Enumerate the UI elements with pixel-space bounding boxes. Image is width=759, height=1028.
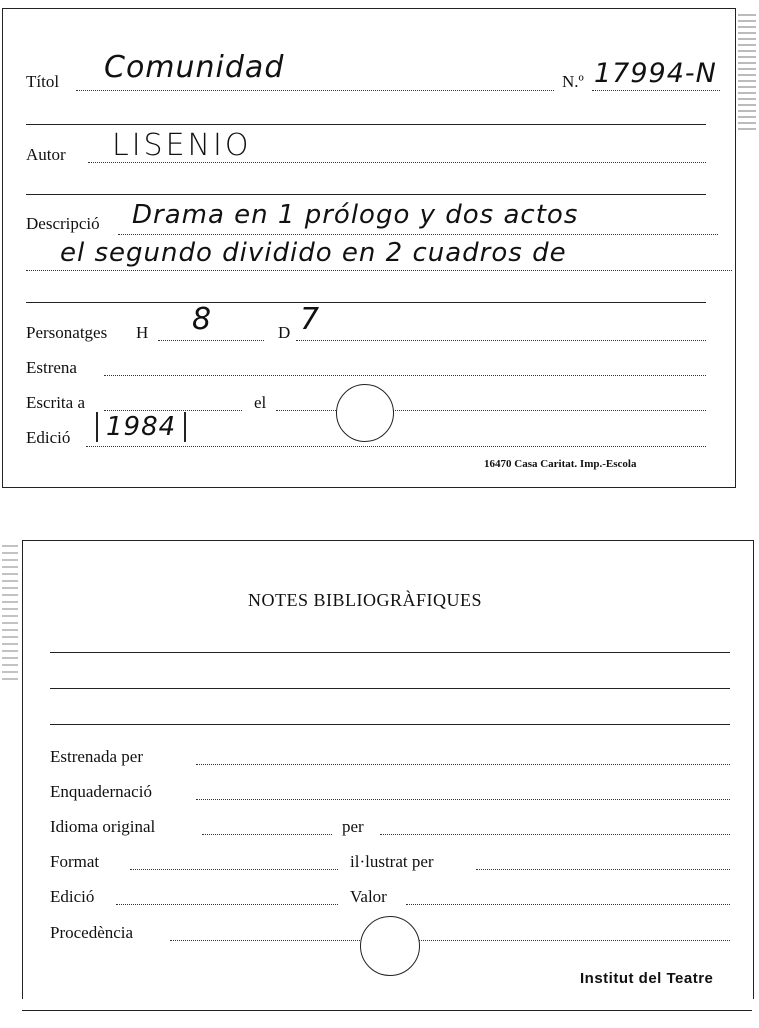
personatges-h-line bbox=[158, 340, 264, 341]
printer-imprint: 16470 Casa Caritat. Imp.-Escola bbox=[484, 458, 637, 470]
rule-line bbox=[26, 302, 706, 303]
format-line bbox=[130, 869, 338, 870]
illustrat-per-line bbox=[476, 869, 730, 870]
descripcio-label: Descripció bbox=[26, 214, 100, 233]
procedencia-line bbox=[170, 940, 730, 941]
idioma-original-line bbox=[202, 834, 332, 835]
card-back-bottom-edge bbox=[22, 1010, 752, 1011]
notes-heading: NOTES BIBLIOGRÀFIQUES bbox=[248, 590, 483, 610]
estrenada-per-line bbox=[196, 764, 730, 765]
notes-rule bbox=[50, 724, 730, 725]
per-line bbox=[380, 834, 730, 835]
number-line bbox=[592, 90, 720, 91]
back-edicio-line bbox=[116, 904, 338, 905]
punch-hole bbox=[360, 916, 420, 976]
personatges-h-label: H bbox=[136, 323, 149, 342]
titol-line bbox=[76, 90, 554, 91]
escrita-label: Escrita a bbox=[26, 393, 85, 412]
autor-label: Autor bbox=[26, 145, 66, 164]
enquadernacio-line bbox=[196, 799, 730, 800]
rule-line bbox=[26, 194, 706, 195]
scan-speckle bbox=[738, 10, 756, 130]
per-label: per bbox=[342, 817, 364, 836]
personatges-label: Personatges bbox=[26, 323, 108, 342]
edicio-line bbox=[86, 446, 706, 447]
personatges-h-value: 8 bbox=[192, 302, 213, 337]
escrita-line bbox=[104, 410, 242, 411]
descripcio-line bbox=[118, 234, 718, 235]
descripcio-value-line1: Drama en 1 prólogo y dos actos bbox=[132, 200, 579, 230]
autor-value: LISENIO bbox=[112, 128, 252, 163]
procedencia-label: Procedència bbox=[50, 923, 134, 942]
personatges-d-line bbox=[296, 340, 706, 341]
format-label: Format bbox=[50, 852, 100, 871]
descripcio-value-line2: el segundo dividido en 2 cuadros de bbox=[60, 238, 567, 268]
valor-label: Valor bbox=[350, 887, 387, 906]
illustrat-per-label: il·lustrat per bbox=[350, 852, 434, 871]
edicio-label: Edició bbox=[26, 428, 71, 447]
idioma-original-label: Idioma original bbox=[50, 817, 156, 836]
personatges-d-label: D bbox=[278, 323, 291, 342]
el-label: el bbox=[254, 393, 267, 412]
titol-label: Títol bbox=[26, 72, 60, 91]
scan-speckle bbox=[2, 540, 18, 680]
institution-label: Institut del Teatre bbox=[580, 970, 714, 987]
rule-line bbox=[26, 124, 706, 125]
personatges-d-value: 7 bbox=[300, 302, 321, 337]
number-value: 17994-N bbox=[594, 58, 717, 89]
back-edicio-label: Edició bbox=[50, 887, 95, 906]
titol-value: Comunidad bbox=[104, 50, 285, 85]
notes-rule bbox=[50, 688, 730, 689]
descripcio-line-2 bbox=[26, 270, 732, 271]
number-label: N.º bbox=[562, 72, 584, 91]
estrenada-per-label: Estrenada per bbox=[50, 747, 143, 766]
estrena-label: Estrena bbox=[26, 358, 77, 377]
estrena-line bbox=[104, 375, 706, 376]
edicio-value: 1984 bbox=[96, 412, 186, 442]
enquadernacio-label: Enquadernació bbox=[50, 782, 152, 801]
valor-line bbox=[406, 904, 730, 905]
notes-rule bbox=[50, 652, 730, 653]
punch-hole bbox=[336, 384, 394, 442]
